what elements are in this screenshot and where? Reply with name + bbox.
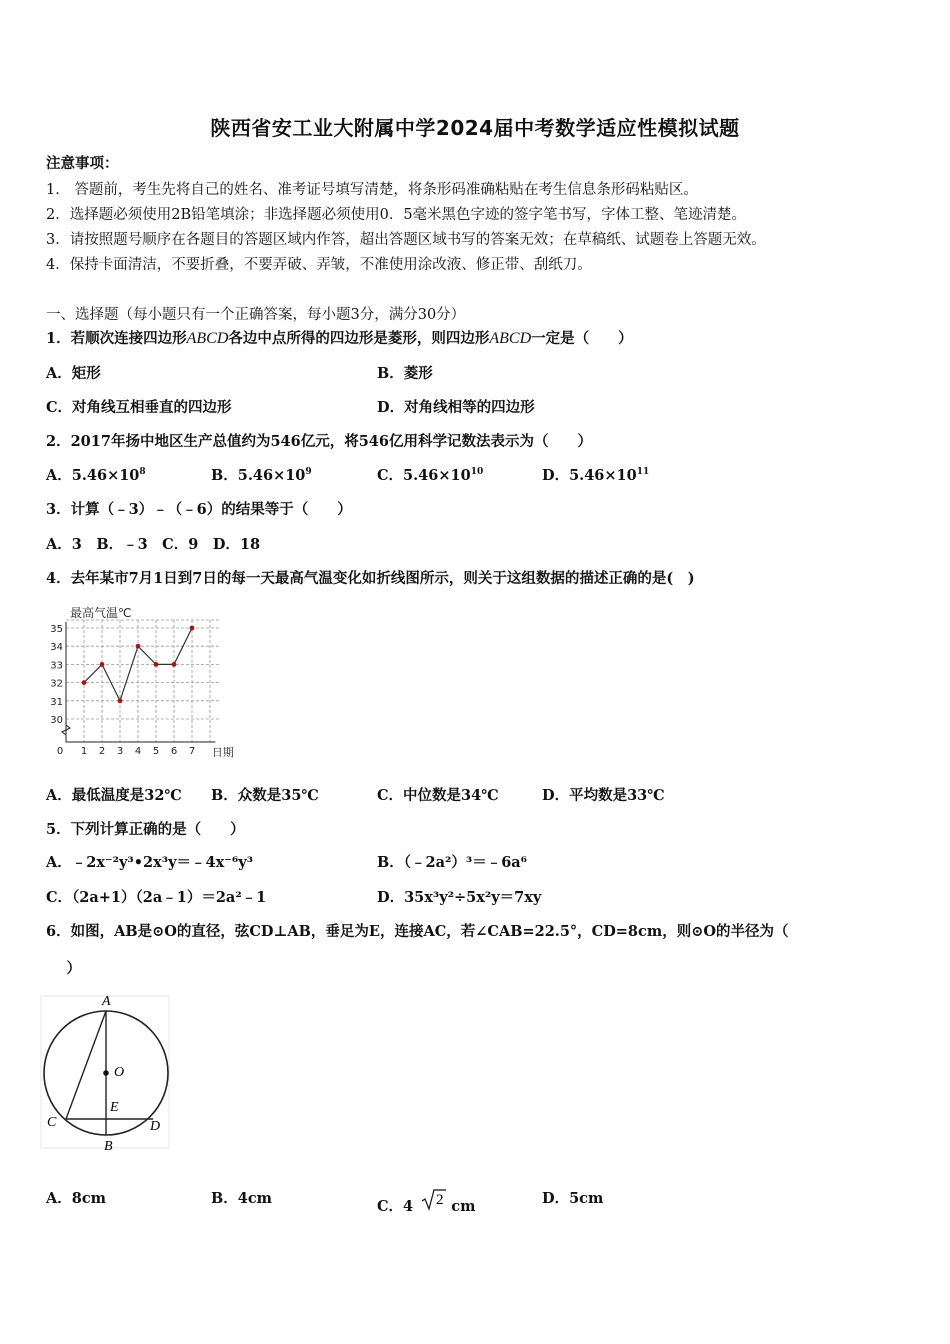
label-d: D	[150, 1119, 161, 1134]
q2-d-exp: 11	[636, 467, 650, 477]
q1-option-b[interactable]: B．菱形	[377, 365, 433, 382]
label-o: O	[114, 1065, 125, 1080]
y-tick-label: 34	[50, 642, 63, 654]
question-1-stem	[46, 327, 633, 348]
q6-option-c[interactable]	[377, 1187, 475, 1216]
x-tick-label: 2	[98, 746, 106, 757]
y-tick-label: 32	[50, 678, 63, 690]
y-tick-label: 30	[50, 715, 63, 726]
section-heading: 一、选择题（每小题只有一个正确答案，每小题3分，满分30分）	[46, 307, 466, 323]
data-point-day-1	[82, 680, 87, 685]
note-item-2: 2．选择题必须使用2B铅笔填涂；非选择题必须使用0．5毫米黑色字迹的签字笔书写，字体工整、笔迹清楚。	[46, 207, 747, 223]
q5-option-b[interactable]: B．（﹣2a²）³＝﹣6a⁶	[377, 854, 528, 871]
data-point-day-4	[136, 644, 141, 649]
q5-option-c[interactable]: C．（2a+1）（2a﹣1）＝2a²﹣1	[46, 889, 267, 906]
y-tick-label: 35	[50, 624, 63, 635]
q1-var2: ABCD	[489, 330, 532, 347]
label-e: E	[110, 1100, 119, 1115]
question-2-stem: 2．2017年扬中地区生产总值约为546亿元，将546亿用科学记数法表示为（ ）	[46, 433, 592, 450]
q6-c-radicand: 2	[436, 1192, 444, 1208]
chart-title: 最高气温℃	[70, 606, 132, 620]
note-item-3: 3．请按照题号顺序在各题目的答题区域内作答，超出答题区域书写的答案无效；在草稿纸、试题卷上答题无效。	[46, 232, 766, 248]
q2-option-a[interactable]	[46, 464, 146, 485]
q1-option-a[interactable]: A．矩形	[46, 365, 101, 382]
data-point-day-7	[190, 626, 195, 631]
data-point-day-2	[100, 662, 105, 667]
question-3-stem: 3．计算（﹣3）﹣（﹣6）的结果等于（ ）	[46, 501, 352, 518]
x-tick-label: 4	[134, 746, 142, 757]
temperature-line-chart	[44, 602, 244, 760]
label-c: C	[47, 1115, 57, 1130]
y-tick-label: 31	[50, 696, 63, 708]
q1-option-d[interactable]: D．对角线相等的四边形	[377, 399, 535, 416]
sqrt-sign	[420, 1187, 446, 1213]
segment-ac	[66, 1011, 106, 1119]
y-tick-label: 33	[50, 660, 63, 672]
question-4-stem: 4．去年某市7月1日到7日的每一天最高气温变化如折线图所示，则关于这组数据的描述正确的是( )	[46, 570, 695, 587]
question-5-stem: 5．下列计算正确的是（ ）	[46, 821, 245, 838]
center-point-o	[103, 1070, 109, 1076]
q2-c-base: C．5.46×10	[377, 467, 471, 484]
x-tick-label: 1	[80, 746, 88, 757]
q6-c-unit: cm	[451, 1198, 476, 1215]
data-point-day-6	[172, 662, 177, 667]
x-tick-label: 3	[116, 746, 124, 757]
q4-option-b[interactable]: B．众数是35℃	[211, 787, 319, 804]
label-a: A	[102, 994, 111, 1009]
q5-option-d[interactable]: D．35x³y²÷5x²y＝7xy	[377, 889, 542, 906]
question-6-stem: 6．如图，AB是⊙O的直径，弦CD⊥AB，垂足为E，连接AC，若∠CAB=22.5°，CD=8cm，则⊙O的半径为（	[46, 923, 789, 940]
data-point-day-5	[154, 662, 159, 667]
x-tick-label: 0	[56, 746, 64, 757]
q2-c-exp: 10	[470, 467, 484, 477]
question-6-stem-cont: ）	[52, 960, 81, 977]
q1-post: 一定是（ ）	[531, 330, 633, 347]
q6-option-a[interactable]: A．8cm	[46, 1190, 107, 1207]
q2-option-d[interactable]	[542, 464, 649, 485]
x-axis-label: 日期	[211, 746, 234, 759]
q2-b-base: B．5.46×10	[211, 467, 306, 484]
note-item-1: 1． 答题前，考生先将自己的姓名、准考证号填写清楚，将条形码准确粘贴在考生信息条形码粘贴区。	[46, 182, 698, 198]
q6-option-d[interactable]: D．5cm	[542, 1190, 604, 1207]
q4-option-a[interactable]: A．最低温度是32℃	[46, 787, 182, 804]
q1-mid: 各边中点所得的四边形是菱形，则四边形	[228, 330, 490, 347]
q4-option-c[interactable]: C．中位数是34℃	[377, 787, 499, 804]
x-tick-label: 7	[188, 746, 196, 757]
notes-heading: 注意事项：	[46, 155, 119, 172]
data-point-day-3	[118, 698, 123, 703]
q3-options[interactable]: A．3 B．﹣3 C．9 D．18	[46, 536, 261, 553]
q2-option-c[interactable]	[377, 464, 483, 485]
q1-var1: ABCD	[186, 330, 229, 347]
circle-geometry-figure	[40, 990, 176, 1156]
label-b: B	[104, 1139, 113, 1154]
page-title: 陕西省安工业大附属中学2024届中考数学适应性模拟试题	[210, 116, 740, 140]
x-tick-label: 5	[152, 746, 160, 757]
q2-d-base: D．5.46×10	[542, 467, 637, 484]
q2-b-exp: 9	[305, 467, 312, 477]
q2-a-exp: 8	[139, 467, 146, 477]
x-tick-label: 6	[170, 746, 178, 757]
q2-a-base: A．5.46×10	[46, 467, 140, 484]
q1-pre: 1．若顺次连接四边形	[46, 330, 187, 347]
q1-option-c[interactable]: C．对角线互相垂直的四边形	[46, 399, 232, 416]
q4-option-d[interactable]: D．平均数是33℃	[542, 787, 665, 804]
note-item-4: 4．保持卡面清洁，不要折叠，不要弄破、弄皱，不准使用涂改液、修正带、刮纸刀。	[46, 257, 592, 273]
q6-c-pre: C．4	[377, 1198, 414, 1215]
q5-option-a[interactable]: A．﹣2x⁻²y³•2x³y＝﹣4x⁻⁶y³	[46, 854, 254, 871]
q6-option-b[interactable]: B．4cm	[211, 1190, 273, 1207]
q2-option-b[interactable]	[211, 464, 312, 485]
